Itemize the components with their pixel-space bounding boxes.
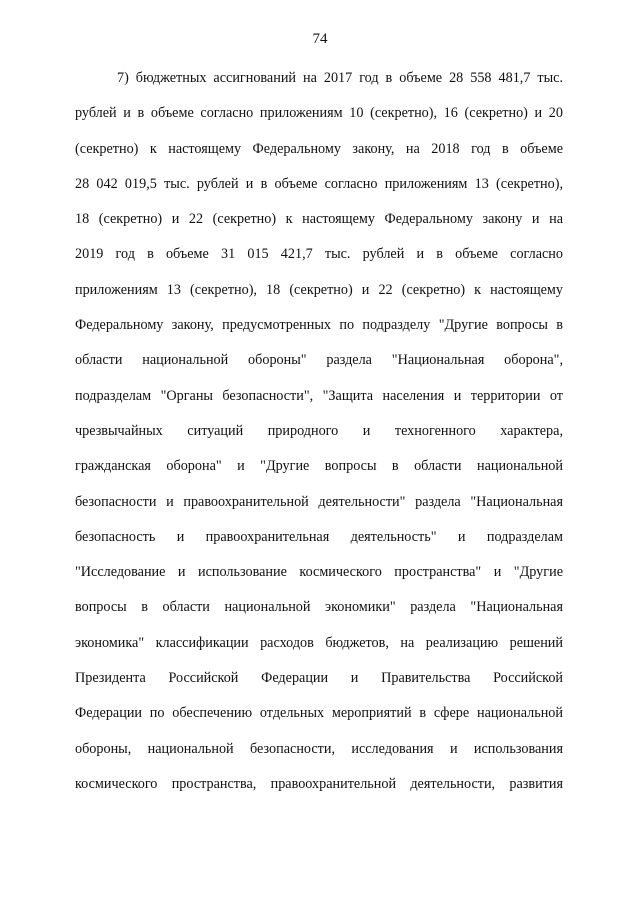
text-line: (секретно) к настоящему Федеральному закону, на 2018 год в объеме — [75, 140, 563, 157]
text-line: экономика" классификации расходов бюджетов, на реализацию решений — [75, 634, 563, 651]
text-line: чрезвычайных ситуаций природного и техногенного характера, — [75, 422, 563, 439]
text-line: области национальной обороны" раздела "Национальная оборона", — [75, 352, 563, 369]
text-line: вопросы в области национальной экономики" раздела "Национальная — [75, 599, 563, 616]
text-line: 7) бюджетных ассигнований на 2017 год в объеме 28 558 481,7 тыс. — [117, 70, 563, 86]
text-line: Федерации по обеспечению отдельных мероприятий в сфере национальной — [75, 705, 563, 722]
text-line: 28 042 019,5 тыс. рублей и в объеме согласно приложениям 13 (секретно), — [75, 175, 563, 192]
text-line: 2019 год в объеме 31 015 421,7 тыс. рублей и в объеме согласно — [75, 246, 563, 263]
text-line: Президента Российской Федерации и Правительства Российской — [75, 670, 563, 687]
text-line: безопасности и правоохранительной деятельности" раздела "Национальная — [75, 493, 563, 510]
text-line: космического пространства, правоохранительной деятельности, развития — [75, 775, 563, 792]
text-line: 18 (секретно) и 22 (секретно) к настоящему Федеральному закону и на — [75, 211, 563, 228]
page-number: 74 — [312, 31, 328, 47]
text-line: безопасность и правоохранительная деятельность" и подразделам — [75, 528, 563, 545]
text-line: обороны, национальной безопасности, исследования и использования — [75, 740, 563, 757]
text-line: подразделам "Органы безопасности", "Защита населения и территории от — [75, 387, 563, 404]
body-paragraph — [75, 64, 563, 805]
text-line: рублей и в объеме согласно приложениям 10 (секретно), 16 (секретно) и 20 — [75, 105, 563, 122]
text-line: гражданская оборона" и "Другие вопросы в области национальной — [75, 458, 563, 475]
text-line: приложениям 13 (секретно), 18 (секретно) и 22 (секретно) к настоящему — [75, 281, 563, 298]
text-line: Федеральному закону, предусмотренных по подразделу "Другие вопросы в — [75, 317, 563, 334]
text-line: "Исследование и использование космического пространства" и "Другие — [75, 564, 563, 581]
